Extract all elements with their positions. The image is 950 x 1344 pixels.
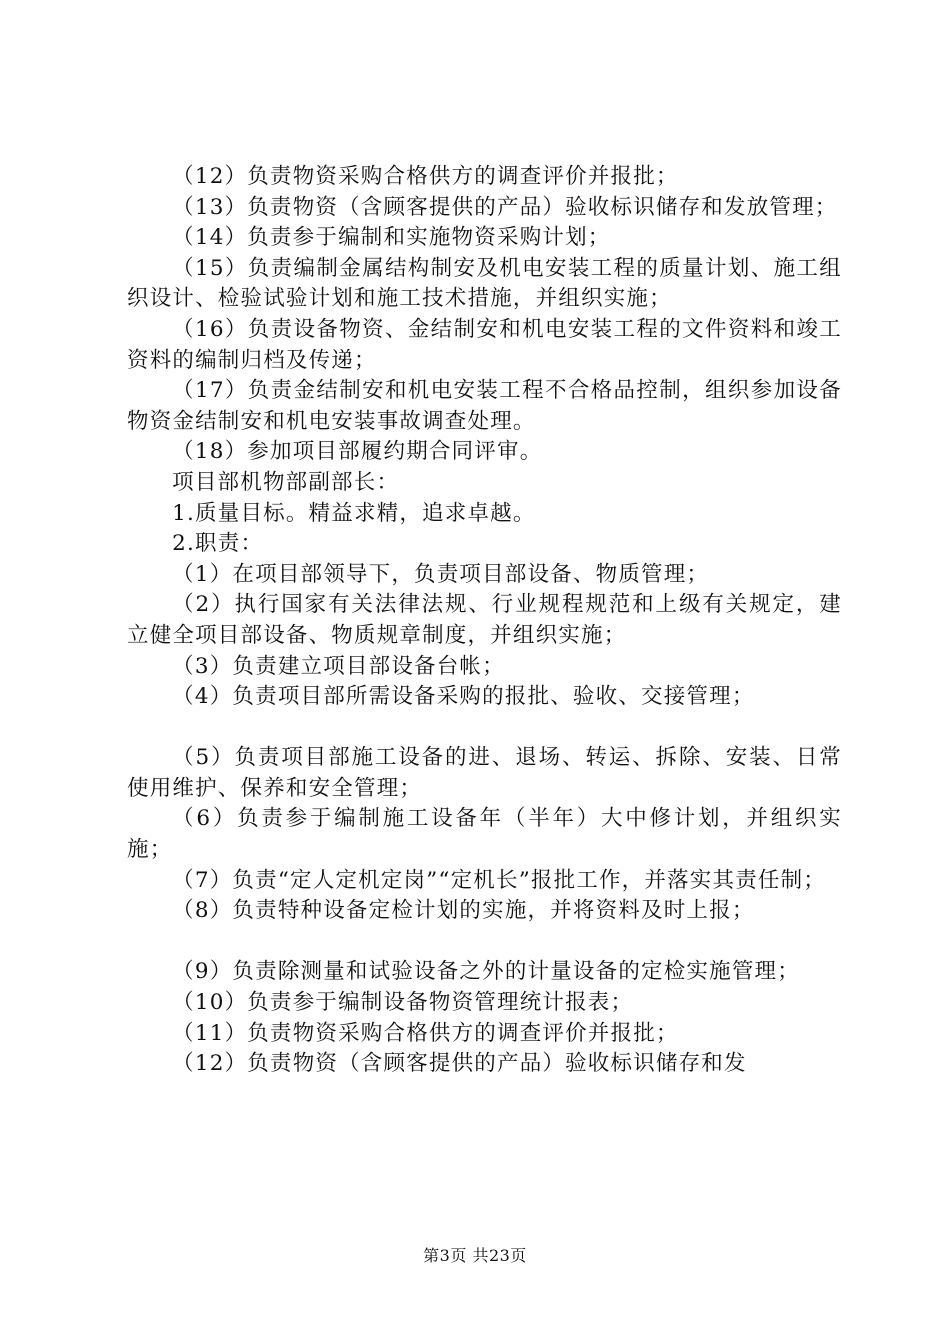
paragraph: 1.质量目标。精益求精，追求卓越。 [172, 500, 536, 526]
paragraph: （9）负责除测量和试验设备之外的计量设备的定检实施管理； [172, 959, 800, 985]
paragraph: （13）负责物资（含顾客提供的产品）验收标识储存和发放管理； [172, 194, 838, 220]
paragraph: （15）负责编制金属结构制安及机电安装工程的质量计划、施工组织设计、检验试验计划和施工技术措施，并组织实施； [127, 255, 842, 312]
paragraph: （11）负责物资采购合格供方的调查评价并报批； [172, 1020, 679, 1046]
paragraph: （16）负责设备物资、金结制安和机电安装工程的文件资料和竣工资料的编制归档及传递； [127, 316, 842, 373]
paragraph: （18）参加项目部履约期合同评审。 [172, 439, 543, 465]
paragraph: （3）负责建立项目部设备台帐； [172, 653, 505, 679]
paragraph: （2）执行国家有关法律法规、行业规程规范和上级有关规定，建立健全项目部设备、物质规章制度，并组织实施； [127, 592, 842, 648]
paragraph: 2.职责： [172, 531, 264, 557]
paragraph: （6）负责参于编制施工设备年（半年）大中修计划，并组织实施； [127, 806, 842, 863]
blank-line [127, 927, 842, 958]
blank-line [127, 713, 842, 744]
paragraph: （4）负责项目部所需设备采购的报批、验收、交接管理； [172, 684, 755, 710]
document-body [127, 162, 842, 1080]
paragraph: （5）负责项目部施工设备的进、退场、转运、拆除、安装、日常使用维护、保养和安全管理； [127, 745, 842, 801]
paragraph: （12）负责物资采购合格供方的调查评价并报批； [172, 164, 679, 189]
paragraph: 项目部机物部副部长： [172, 469, 400, 495]
page-footer: 第3页 共23页 [423, 1246, 527, 1265]
paragraph: （1）在项目部领导下，负责项目部设备、物质管理； [172, 561, 710, 587]
paragraph: （12）负责物资（含顾客提供的产品）验收标识储存和发 [172, 1051, 747, 1077]
paragraph: （7）负责“定人定机定岗”“定机长”报批工作，并落实其责任制； [172, 867, 826, 893]
paragraph: （17）负责金结制安和机电安装工程不合格品控制，组织参加设备物资金结制安和机电安装事故调查处理。 [127, 378, 842, 434]
paragraph: （8）负责特种设备定检计划的实施，并将资料及时上报； [172, 898, 755, 924]
paragraph: （10）负责参于编制设备物资管理统计报表； [172, 990, 634, 1016]
paragraph: （14）负责参于编制和实施物资采购计划； [172, 225, 611, 251]
